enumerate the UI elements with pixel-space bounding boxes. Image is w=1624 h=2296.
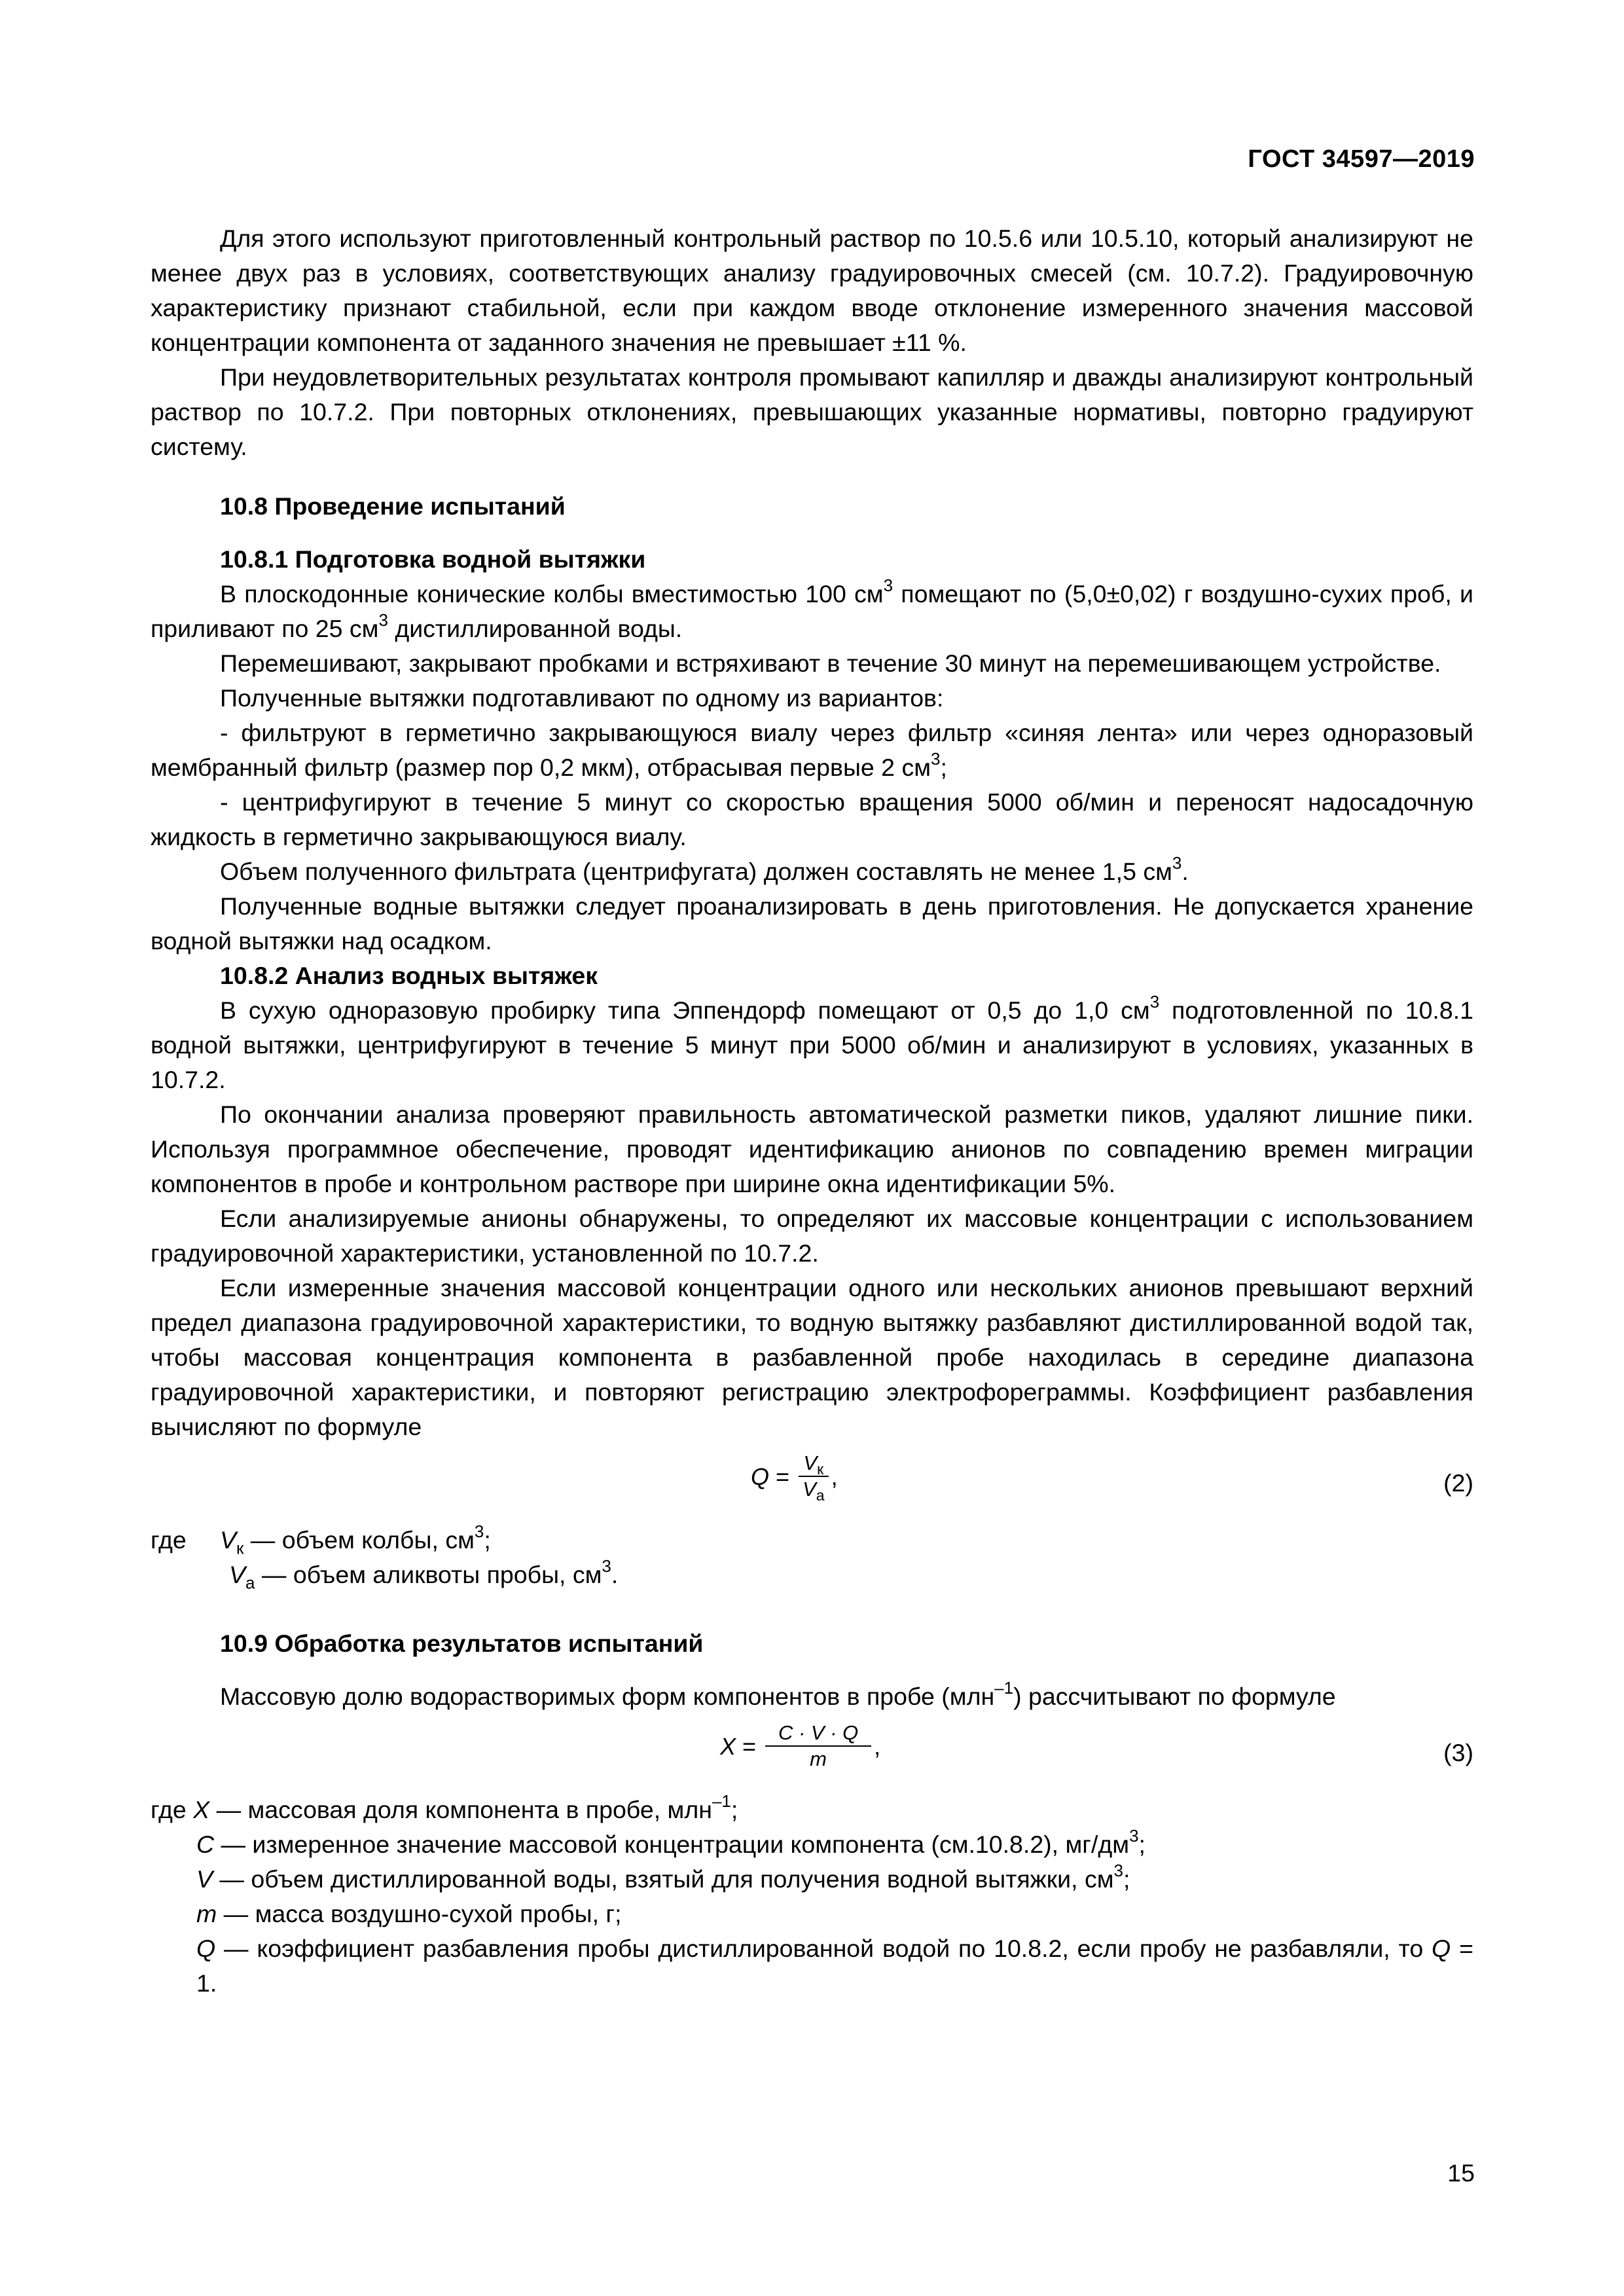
formula-3-legend: [151, 1793, 1473, 2001]
page-number: 15: [1447, 2159, 1475, 2187]
section-heading-10-8-2: 10.8.2 Анализ водных вытяжек: [220, 962, 598, 989]
section-heading-10-8: 10.8 Проведение испытаний: [220, 492, 566, 520]
legend-item-m: m — масса воздушно-сухой пробы, г;: [196, 1900, 622, 1927]
formula-2-number: (2): [1443, 1469, 1473, 1497]
formula-2: [151, 1444, 1473, 1523]
formula-3-expression: X = $\frac{C \cdot V \cdot Q}{m}$ ,: [720, 1721, 881, 1770]
list-item-centrifuge: - центрифугируют в течение 5 минут со скоростью вращения 5000 об/мин и переносят надосадочную жидкость в герметично закрывающуюся виалу.: [151, 788, 1473, 850]
section-heading-10-9: 10.9 Обработка результатов испытаний: [220, 1630, 704, 1657]
formula-3-number: (3): [1443, 1739, 1473, 1766]
paragraph-control-solution: Для этого используют приготовленный контрольный раствор по 10.5.6 или 10.5.10, который анализируют не менее двух раз в условиях, соответствующих анализу градуировочных смесей (см. 10.7.2). Градуировочную характеристику признают стабильной, если при каждом вводе отклонение измеренного значения массовой концентрации компонента от заданного значения не превышает ±11 %.: [151, 225, 1473, 356]
paragraph-unsatisfactory-results: При неудовлетворительных результатах контроля промывают капилляр и дважды анализируют контрольный раствор по 10.7.2. При повторных отклонениях, превышающих указанные нормативы, повторно градуируют систему.: [151, 363, 1473, 460]
legend-item-x: где X — массовая доля компонента в пробе, млн$^{-1}$;: [151, 1791, 738, 1823]
section-heading-10-8-1: 10.8.1 Подготовка водной вытяжки: [220, 545, 646, 573]
paragraph-peak-check: По окончании анализа проверяют правильность автоматической разметки пиков, удаляют лишние пики. Используя программное обеспечение, проводят идентификацию анионов по совпадению времен миграции компонентов в пробе и контрольном растворе при ширине окна идентификации 5%.: [151, 1101, 1473, 1197]
paragraph-eppendorf: В сухую одноразовую пробирку типа Эппендорф помещают от 0,5 до 1,0 $см^3$ подготовленной по 10.8.1 водной вытяжки, центрифугируют в течение 5 минут при 5000 об/мин и анализируют в условиях, указанных в 10.7.2.: [151, 991, 1473, 1093]
paragraph-mixing: Перемешивают, закрывают пробками и встряхивают в течение 30 минут на перемешивающем устройстве.: [220, 649, 1441, 677]
legend-item-vk: где $V_к$ — объем колбы, $см^3$;: [151, 1521, 491, 1558]
paragraph-flasks: В плоскодонные конические колбы вместимостью 100 $см^3$ помещают по (5,0±0,02) г воздушно-сухих проб, и приливают по 25 $см^3$ дистиллированной воды.: [151, 575, 1474, 642]
formula-2-fraction: $\frac{V_к}{V_а}$: [799, 1451, 828, 1502]
legend-item-q: Q — коэффициент разбавления пробы дистиллированной водой по 10.8.2, если пробу не разбавляли, то Q = 1.: [196, 1935, 1473, 1997]
paragraph-mass-fraction: Массовую долю водорастворимых форм компонентов в пробе (млн$^{-1}$) рассчитывают по формуле: [220, 1677, 1336, 1710]
document-code: ГОСТ 34597—2019: [1248, 145, 1475, 173]
formula-3-fraction: $\frac{C \cdot V \cdot Q}{m}$: [765, 1721, 871, 1772]
paragraph-analysis-same-day: Полученные водные вытяжки следует проанализировать в день приготовления. Не допускается хранение водной вытяжки над осадком.: [151, 892, 1473, 955]
list-item-filter: - фильтруют в герметично закрывающуюся виалу через фильтр «синяя лента» или через одноразовый мембранный фильтр (размер пор 0,2 мкм), отбрасывая первые 2 $см^3$;: [151, 719, 1473, 781]
page-body: [151, 221, 1473, 2001]
paragraph-anions-found: Если анализируемые анионы обнаружены, то определяют их массовые концентрации с использованием градуировочной характеристики, установленной по 10.7.2.: [151, 1205, 1473, 1267]
legend-item-v: V — объем дистиллированной воды, взятый для получения водной вытяжки, $см^3$;: [196, 1860, 1130, 1893]
formula-2-legend: [151, 1523, 1473, 1592]
legend-item-va: $V_а$ — объем аликвоты пробы, $см^3$.: [229, 1556, 619, 1593]
paragraph-filtrate-volume: Объем полученного фильтрата (центрифугата) должен составлять не менее 1,5 $см^3$.: [220, 852, 1189, 885]
formula-2-expression: Q = $\frac{V_к}{V_а}$ ,: [751, 1451, 838, 1504]
formula-3: [151, 1714, 1473, 1793]
paragraph-dilution: Если измеренные значения массовой концентрации одного или нескольких анионов превышают верхний предел диапазона градуировочной характеристики, то водную вытяжку разбавляют дистиллированной водой так, чтобы массовая концентрация компонента в разбавленной пробе находилась в середине диапазона градуировочной характеристики, и повторяют регистрацию электрофореграммы. Коэффициент разбавления вычисляют по формуле: [151, 1274, 1473, 1440]
paragraph-variants: Полученные вытяжки подготавливают по одному из вариантов:: [220, 684, 944, 712]
legend-item-c: C — измеренное значение массовой концентрации компонента (см.10.8.2), $мг/дм^3$;: [196, 1825, 1146, 1858]
